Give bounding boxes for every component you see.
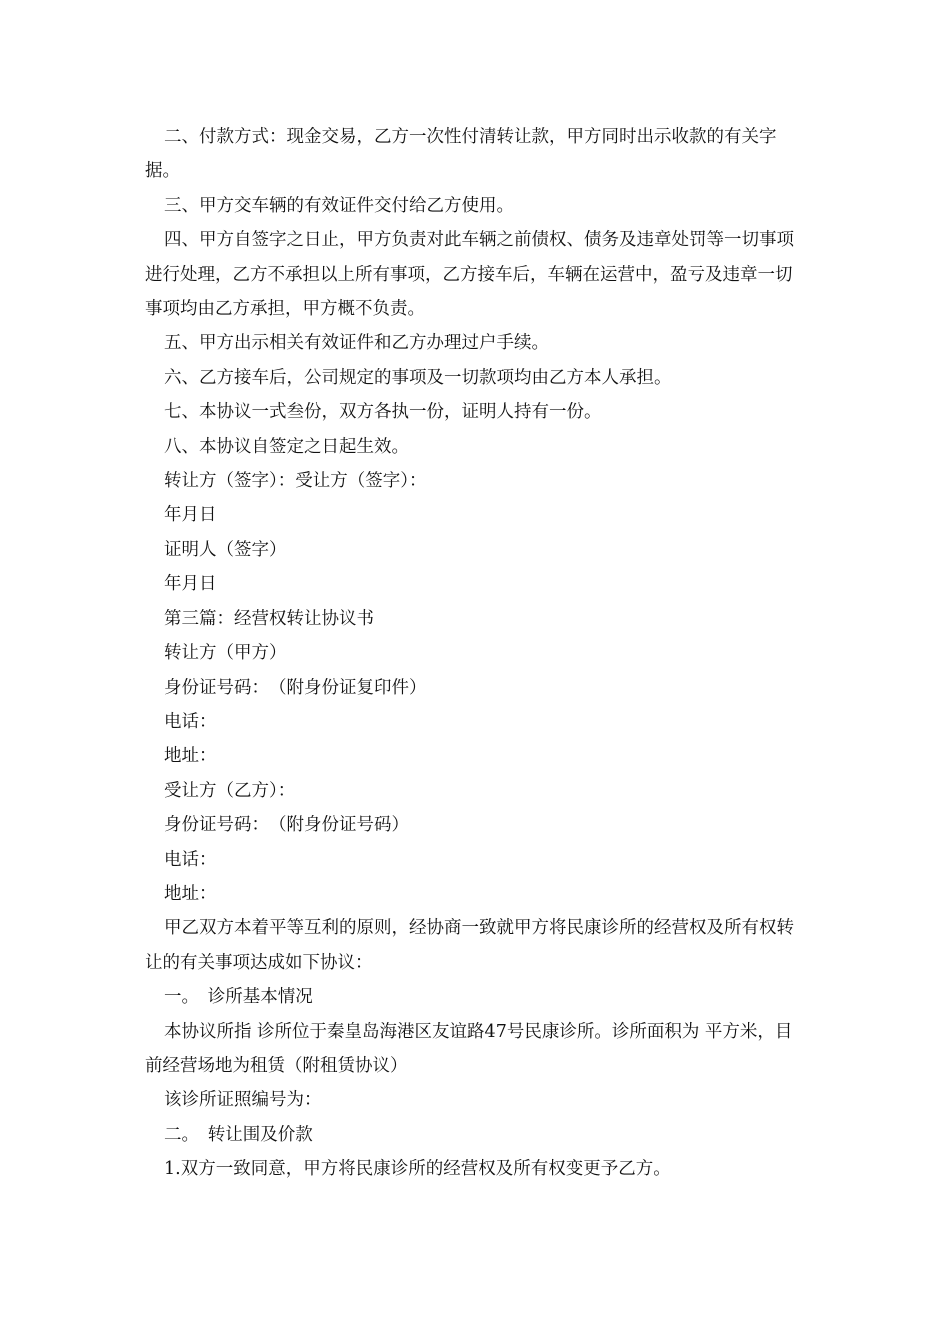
transferee-id: 身份证号码： （附身份证号码）	[164, 815, 409, 836]
clinic-location: 本协议所指 诊所位于秦皇岛海港区友谊路47号民康诊所。诊所面积为 平方米，目前经营场地为租赁（附租赁协议）	[145, 1021, 793, 1076]
transferee-address: 地址：	[164, 883, 217, 904]
date-line: 年月日	[164, 574, 217, 595]
clause-transfer-procedure: 五、甲方出示相关有效证件和乙方办理过户手续。	[164, 333, 549, 354]
transferee-phone: 电话：	[164, 849, 217, 870]
document-body	[145, 120, 805, 1187]
transferee-label: 受让方（乙方）：	[164, 780, 296, 801]
transferor-phone: 电话：	[164, 711, 217, 732]
section-title: 第三篇：经营权转让协议书	[164, 608, 374, 629]
clause-copies: 七、本协议一式叁份，双方各执一份，证明人持有一份。	[164, 402, 602, 423]
clause-company-fees: 六、乙方接车后，公司规定的事项及一切款项均由乙方本人承担。	[164, 367, 672, 388]
clinic-license-number: 该诊所证照编号为：	[164, 1090, 322, 1111]
transferor-label: 转让方（甲方）	[164, 643, 287, 664]
signature-parties: 转让方（签字）：受让方（签字）：	[164, 471, 427, 492]
heading-transfer-scope: 二。 转让围及价款	[164, 1124, 313, 1145]
date-line: 年月日	[164, 505, 217, 526]
agreement-preamble: 甲乙双方本着平等互利的原则，经协商一致就甲方将民康诊所的经营权及所有权转让的有关事项达成如下协议：	[145, 918, 794, 973]
transfer-item-1: 1.双方一致同意，甲方将民康诊所的经营权及所有权变更予乙方。	[164, 1159, 671, 1180]
clause-liability: 四、甲方自签字之日止，甲方负责对此车辆之前债权、债务及违章处罚等一切事项进行处理，乙方不承担以上所有事项，乙方接车后，车辆在运营中，盈亏及违章一切事项均由乙方承担，甲方概不负责。	[145, 230, 794, 320]
clause-effective: 八、本协议自签定之日起生效。	[164, 436, 409, 457]
transferor-address: 地址：	[164, 746, 217, 767]
transferor-id: 身份证号码： （附身份证复印件）	[164, 677, 427, 698]
heading-clinic-info: 一。 诊所基本情况	[164, 987, 313, 1008]
clause-vehicle-documents: 三、甲方交车辆的有效证件交付给乙方使用。	[164, 195, 514, 216]
witness-signature: 证明人（签字）	[164, 539, 287, 560]
clause-payment: 二、付款方式：现金交易，乙方一次性付清转让款，甲方同时出示收款的有关字据。	[145, 127, 777, 182]
